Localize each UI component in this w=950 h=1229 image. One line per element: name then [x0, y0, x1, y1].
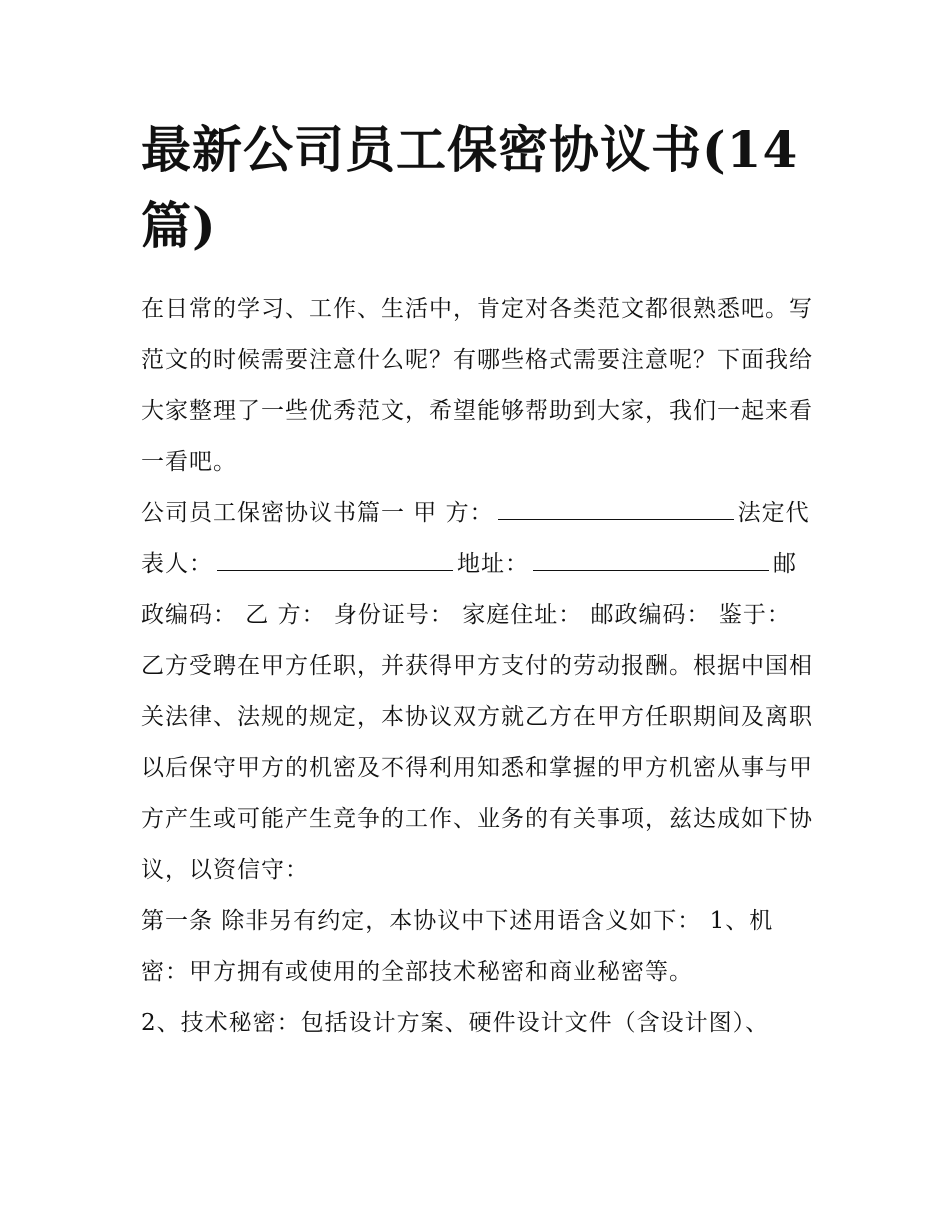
legal-rep-label: 法定代表人： [141, 500, 810, 577]
article-1-paragraph: 第一条 除非另有约定，本协议中下述用语含义如下： 1、机密：甲方拥有或使用的全部技术秘密和商业秘密等。 [141, 908, 774, 985]
legal-rep-blank [217, 550, 453, 571]
article-1-item-2: 2、技术秘密：包括设计方案、硬件设计文件（含设计图）、 [141, 1010, 770, 1036]
document-page [141, 112, 813, 1049]
party-a-blank [498, 499, 734, 520]
address-blank [533, 550, 769, 571]
recital-paragraph: 乙方受聘在甲方任职，并获得甲方支付的劳动报酬。根据中国相关法律、法规的规定，本协议双方就乙方在甲方任职期间及离职以后保守甲方的机密及不得利用知悉和掌握的甲方机密从事与甲方产生或可能产生竞争的工作、业务的有关事项，兹达成如下协议，以资信守： [141, 653, 813, 883]
party-details-text: 邮政编码： 乙 方： 身份证号： 家庭住址： 邮政编码： 鉴于： [141, 551, 797, 628]
address-label: 地址： [457, 551, 529, 577]
intro-paragraph: 在日常的学习、工作、生活中，肯定对各类范文都很熟悉吧。写范文的时候需要注意什么呢？有哪些格式需要注意呢？下面我给大家整理了一些优秀范文，希望能够帮助到大家，我们一起来看一看吧。 [141, 296, 813, 475]
party-info-paragraph [141, 488, 813, 641]
document-title: 最新公司员工保密协议书(14篇) [141, 120, 799, 255]
party-a-label: 公司员工保密协议书篇一 甲 方： [141, 500, 494, 526]
